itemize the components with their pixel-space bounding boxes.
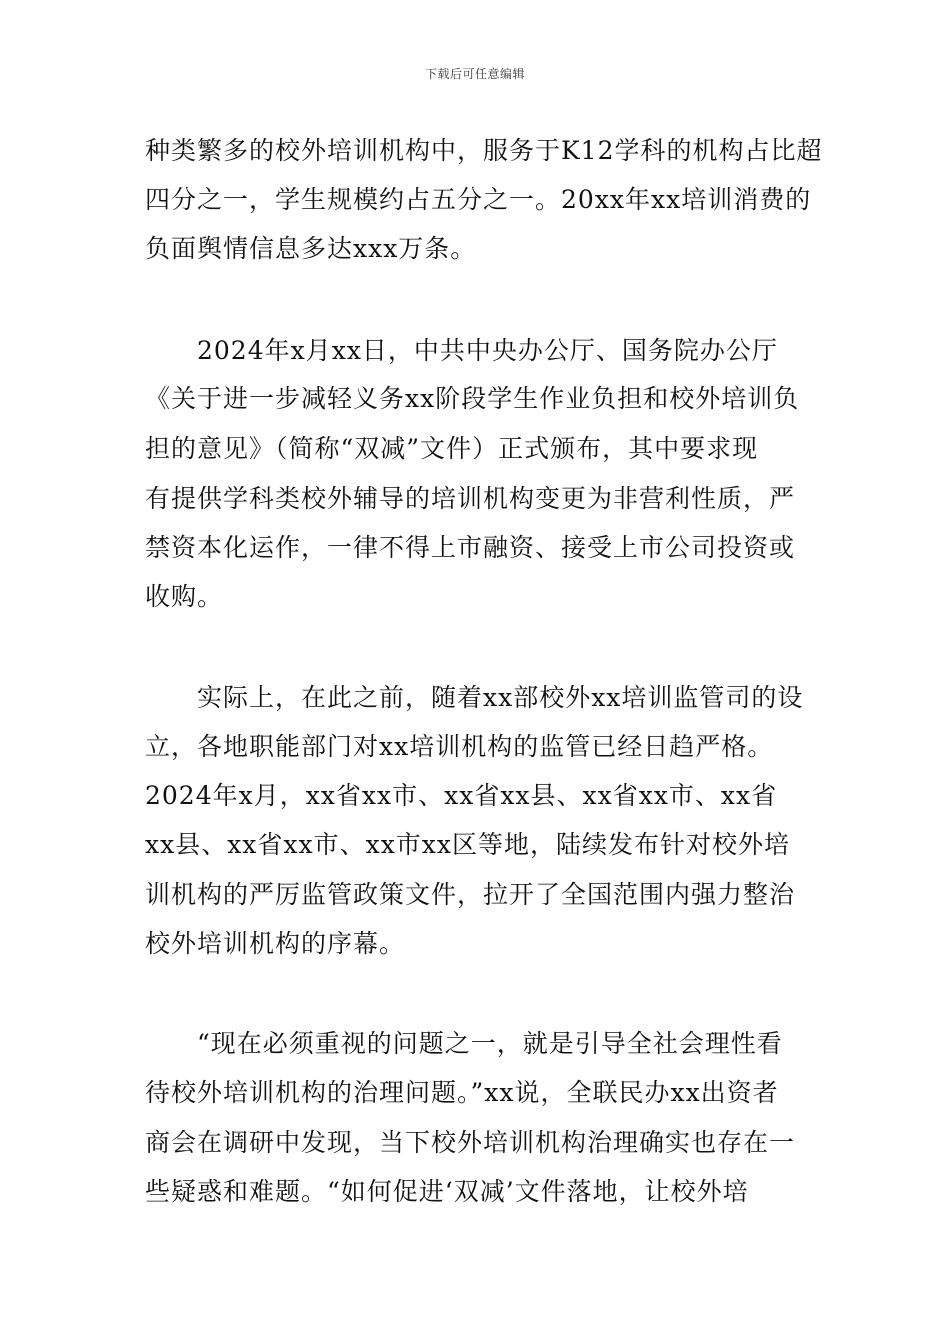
paragraph-line: 收购。: [145, 582, 224, 611]
paragraph-line: 禁资本化运作，一律不得上市融资、接受上市公司投资或: [145, 533, 796, 562]
paragraph-line: “现在必须重视的问题之一，就是引导全社会理性看: [197, 1029, 783, 1058]
paragraph-line: 四分之一，学生规模约占五分之一。20xx年xx培训消费的: [145, 185, 812, 214]
paragraph-line: 2024年x月，xx省xx市、xx省xx县、xx省xx市、xx省: [145, 781, 778, 810]
paragraph-line: 训机构的严厉监管政策文件，拉开了全国范围内强力整治: [145, 880, 796, 909]
paragraph-line: 《关于进一步减轻义务xx阶段学生作业负担和校外培训负: [145, 384, 800, 413]
paragraph-line: 待校外培训机构的治理问题。”xx说，全联民办xx出资者: [145, 1078, 779, 1107]
paragraph-line: 立，各地职能部门对xx培训机构的监管已经日趋严格。: [145, 732, 774, 761]
paragraph-line: 种类繁多的校外培训机构中，服务于K12学科的机构占比超: [145, 136, 823, 165]
paragraph-line: 校外培训机构的序幕。: [145, 929, 406, 958]
paragraph-line: 有提供学科类校外辅导的培训机构变更为非营利性质，严: [145, 484, 796, 513]
paragraph-line: 担的意见》（简称“双减”文件）正式颁布，其中要求现: [145, 434, 759, 463]
paragraph-line: 2024年x月xx日，中共中央办公厅、国务院办公厅: [197, 336, 778, 365]
paragraph-line: 负面舆情信息多达xxx万条。: [145, 234, 477, 263]
paragraph-line: 实际上，在此之前，随着xx部校外xx培训监管司的设: [197, 683, 804, 712]
paragraph-line: xx县、xx省xx市、xx市xx区等地，陆续发布针对校外培: [145, 830, 790, 859]
paragraph-line: 些疑惑和难题。“如何促进‘双减’文件落地，让校外培: [145, 1177, 749, 1206]
paragraph-line: 商会在调研中发现，当下校外培训机构治理确实也存在一: [145, 1128, 796, 1157]
page-header-note: 下载后可任意编辑: [424, 67, 525, 81]
